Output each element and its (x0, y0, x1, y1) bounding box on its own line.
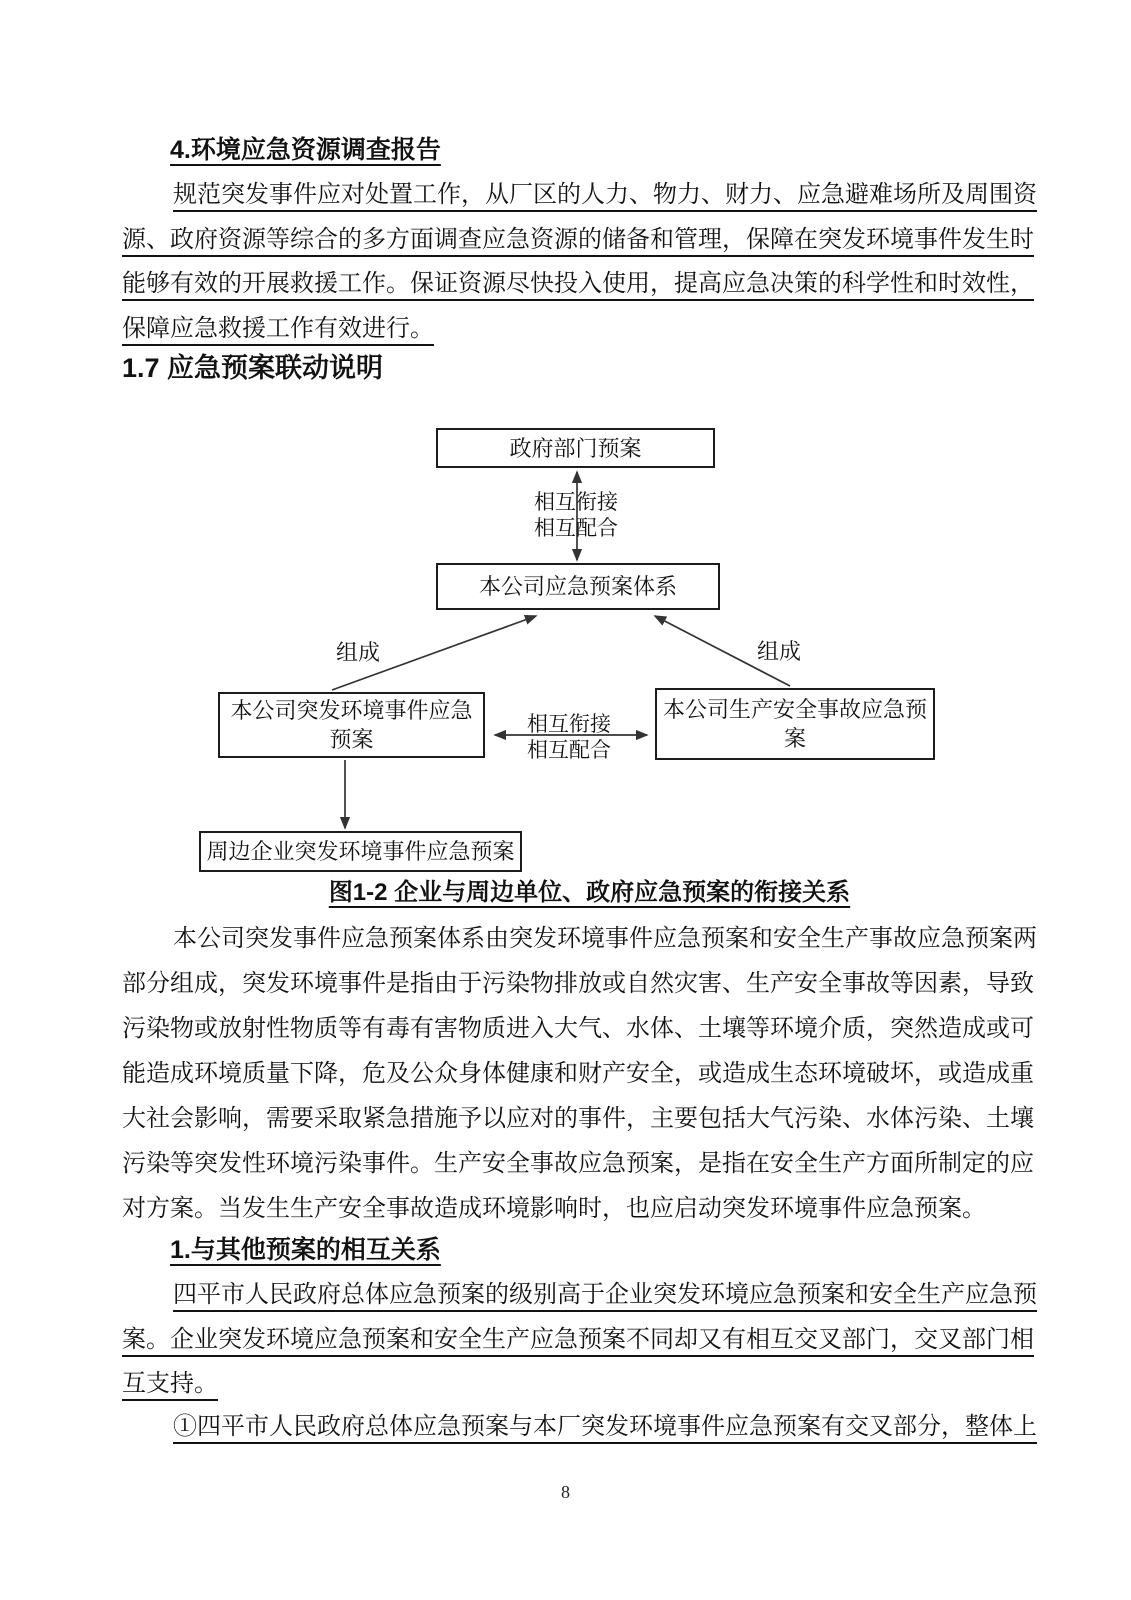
heading-emergency-resource-report: 4.环境应急资源调查报告 (170, 136, 441, 164)
box-label: 周边企业突发环境事件应急预案 (206, 839, 515, 864)
page-number: 8 (561, 1482, 570, 1502)
box-company-safety-plan (655, 688, 935, 760)
text-line: 四平市人民政府总体应急预案的级别高于企业突发环境应急预案和安全生产应急预 (173, 1282, 1037, 1308)
paragraph-government-plan-level (122, 1273, 1037, 1407)
text-line: 能造成环境质量下降，危及公众身体健康和财产安全，或造成生态环境破坏，或造成重 (122, 1061, 1034, 1087)
diagram-arrows (0, 410, 1131, 880)
text-line: 源、政府资源等综合的多方面调查应急资源的储备和管理，保障在突发环境事件发生时 (122, 226, 1034, 253)
paragraph-item-overlap (122, 1405, 1037, 1449)
heading-plan-linkage: 1.7 应急预案联动说明 (122, 353, 384, 383)
box-label: 本公司应急预案体系 (478, 574, 677, 599)
label-line: 相互配合 (534, 516, 618, 540)
paragraph-plan-system (122, 917, 1037, 1232)
text-line: 对方案。当发生生产安全事故造成环境影响时，也应启动突发环境事件应急预案。 (122, 1196, 986, 1222)
text-line: 污染物或放射性物质等有毒有害物质进入大气、水体、土壤等环境介质，突然造成或可 (122, 1016, 1034, 1042)
box-label: 政府部门预案 (509, 435, 642, 461)
box-neighbor-env-plan (199, 831, 522, 872)
text-line: 污染等突发性环境污染事件。生产安全事故应急预案，是指在安全生产方面所制定的应 (122, 1151, 1034, 1177)
label-compose-right: 组成 (756, 639, 801, 664)
box-label: 本公司突发环境事件应急预案 (230, 698, 473, 752)
text-line: 案。企业突发环境应急预案和安全生产应急预案不同却又有相互交叉部门，交叉部门相 (122, 1326, 1034, 1353)
text-line: 保障应急救援工作有效进行。 (122, 315, 434, 342)
text-line: 互支持。 (122, 1371, 218, 1397)
heading-other-plans-relation: 1.与其他预案的相互关系 (170, 1236, 441, 1264)
text-line: 规范突发事件应对处置工作，从厂区的人力、物力、财力、应急避难场所及周围资 (173, 182, 1037, 208)
text-line: 部分组成，突发环境事件是指由于污染物排放或自然灾害、生产安全事故等因素，导致 (122, 971, 1034, 997)
label-mutual-connect-mid (490, 711, 648, 763)
label-line: 相互衔接 (534, 490, 618, 514)
text-line: 大社会影响，需要采取紧急措施予以应对的事件，主要包括大气污染、水体污染、土壤 (122, 1106, 1034, 1132)
label-line: 相互衔接 (527, 712, 611, 736)
box-government-plan (436, 428, 715, 468)
box-label: 本公司生产安全事故应急预案 (662, 697, 927, 751)
paragraph-resource-survey (122, 173, 1037, 351)
box-company-env-plan (218, 692, 485, 758)
label-line: 相互配合 (527, 738, 611, 762)
box-company-plan-system (436, 563, 720, 610)
text-line: 能够有效的开展救援工作。保证资源尽快投入使用，提高应急决策的科学性和时效性， (122, 271, 1034, 297)
text-line: 本公司突发事件应急预案体系由突发环境事件应急预案和安全生产事故应急预案两 (173, 926, 1037, 952)
label-compose-left: 组成 (335, 640, 380, 665)
figure-caption: 图1-2 企业与周边单位、政府应急预案的衔接关系 (328, 879, 851, 906)
text-line: ①四平市人民政府总体应急预案与本厂突发环境事件应急预案有交叉部分，整体上 (173, 1414, 1037, 1440)
label-mutual-connect-top (496, 489, 656, 541)
